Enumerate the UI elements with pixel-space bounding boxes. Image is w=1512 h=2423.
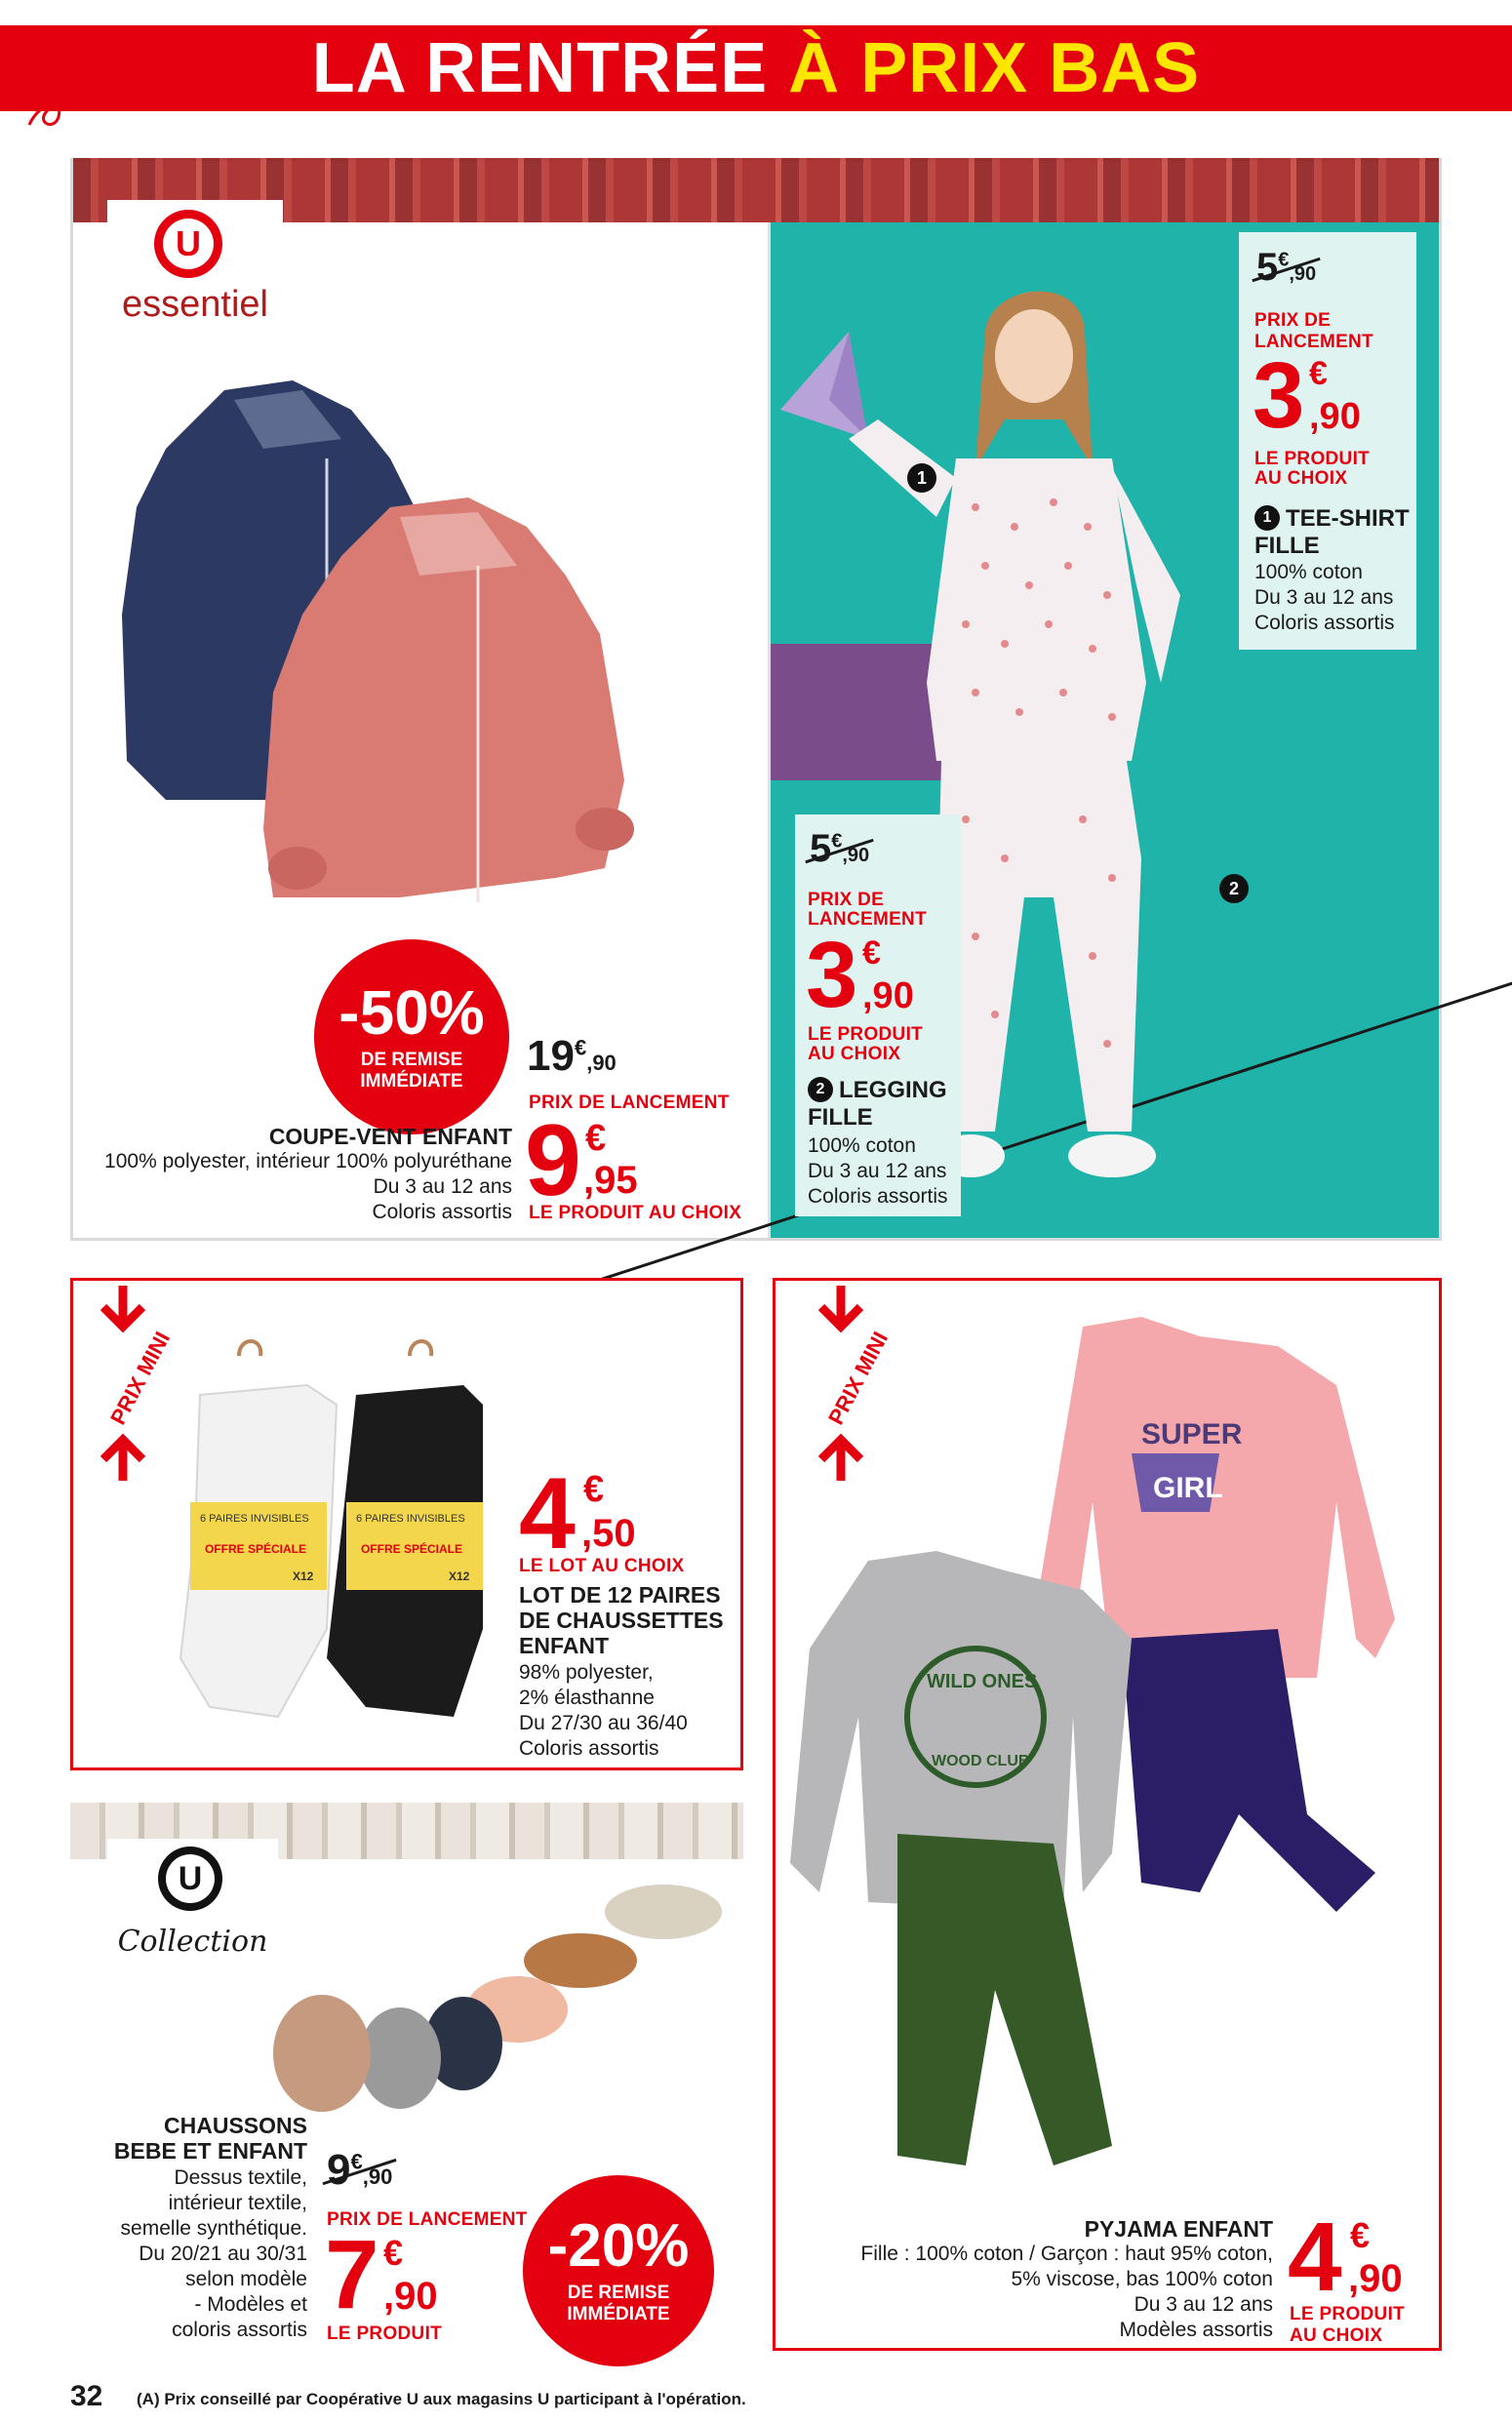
legging-desc1: 100% coton	[808, 1134, 916, 1157]
chaussons-name1: CHAUSSONS	[164, 2113, 307, 2138]
chaussettes-name1: LOT DE 12 PAIRES	[519, 1582, 721, 1608]
legging-number-badge: 2	[808, 1077, 833, 1102]
socks-image	[171, 1336, 502, 1736]
chaussons-choice-label: LE PRODUIT	[327, 2324, 443, 2344]
green-pyjama-pants	[897, 1834, 1112, 2165]
pyjama-price: 4 € ,90	[1288, 2203, 1403, 2312]
brand-name: essentiel	[122, 284, 268, 325]
page-title: LA RENTRÉE À PRIX BAS	[311, 29, 1201, 107]
chaussettes-choice-label: LE LOT AU CHOIX	[519, 1556, 685, 1576]
svg-text:X12: X12	[449, 1569, 470, 1583]
chaussons-desc2: intérieur textile,	[168, 2192, 307, 2214]
marker-2: 2	[1219, 874, 1249, 903]
svg-text:OFFRE SPÉCIALE: OFFRE SPÉCIALE	[205, 1542, 307, 1556]
pyjama-desc3: Du 3 au 12 ans	[1134, 2293, 1273, 2316]
tee-shirt-number-badge: 1	[1254, 505, 1280, 531]
pyjama-desc1: Fille : 100% coton / Garçon : haut 95% coton,	[860, 2243, 1273, 2265]
legging-name1: LEGGING	[839, 1077, 947, 1103]
pyjama-choice-label2: AU CHOIX	[1290, 2325, 1383, 2346]
chaussettes-desc2: 2% élasthanne	[519, 1687, 655, 1709]
footer-note: (A) Prix conseillé par Coopérative U aux magasins U participant à l'opération.	[137, 2390, 746, 2408]
coupe-vent-old-price: 19€,90	[527, 1032, 1512, 1081]
legging-desc3: Coloris assortis	[808, 1185, 948, 1208]
jackets-image	[107, 371, 712, 936]
svg-text:WOOD CLUB: WOOD CLUB	[932, 1753, 1030, 1769]
tee-shirt-launch-label2: LANCEMENT	[1254, 332, 1373, 352]
u-essentiel-logo	[107, 200, 283, 337]
discount-50-badge	[314, 939, 509, 1134]
chaussettes-name3: ENFANT	[519, 1633, 609, 1658]
svg-text:WILD ONES: WILD ONES	[927, 1671, 1038, 1692]
chaussons-desc5: selon modèle	[185, 2268, 307, 2290]
tee-shirt-name1: TEE-SHIRT	[1286, 505, 1410, 532]
chaussons-price: 7 € ,90	[325, 2220, 438, 2329]
pyjama-choice-label1: LE PRODUIT	[1290, 2304, 1406, 2324]
discount-line1: DE REMISE	[567, 2283, 670, 2303]
discount-line1: DE REMISE	[360, 1050, 463, 1070]
tee-shirt-name2: FILLE	[1254, 533, 1320, 559]
chaussettes-desc3: Du 27/30 au 36/40	[519, 1712, 688, 1734]
marker-1: 1	[907, 463, 936, 493]
legging-price: 3 € ,90	[806, 923, 914, 1027]
pyjama-name: PYJAMA ENFANT	[1084, 2216, 1273, 2242]
u-collection-logo	[107, 1839, 278, 1980]
pyjamas-image	[790, 1307, 1414, 2205]
discount-20-badge	[523, 2175, 714, 2366]
svg-text:SUPER: SUPER	[1141, 1418, 1243, 1450]
tee-shirt-price: 3 € ,90	[1253, 343, 1361, 448]
tee-shirt-launch-label1: PRIX DE	[1254, 310, 1332, 331]
legging-choice-label2: AU CHOIX	[808, 1044, 901, 1064]
chaussettes-desc1: 98% polyester,	[519, 1661, 654, 1684]
svg-text:GIRL: GIRL	[1153, 1472, 1223, 1504]
chaussons-launch-label: PRIX DE LANCEMENT	[327, 2209, 528, 2230]
discount-line2: IMMÉDIATE	[567, 2304, 670, 2324]
svg-text:X12: X12	[293, 1569, 314, 1583]
chaussons-old-price: 9€,90	[327, 2146, 392, 2195]
svg-text:6 PAIRES INVISIBLES: 6 PAIRES INVISIBLES	[200, 1513, 309, 1525]
navy-pyjama-pants	[1122, 1629, 1375, 1912]
chaussons-name2: BEBE ET ENFANT	[113, 2138, 307, 2164]
coupe-vent-desc1: 100% polyester, intérieur 100% polyuréthane	[104, 1150, 512, 1172]
slippers-image	[263, 1873, 722, 2126]
chaussons-desc7: coloris assortis	[172, 2319, 307, 2341]
coupe-vent-launch-label: PRIX DE LANCEMENT	[529, 1092, 730, 1113]
discount-value: -20%	[547, 2212, 690, 2280]
chaussettes-desc4: Coloris assortis	[519, 1737, 659, 1760]
pyjama-desc4: Modèles assortis	[1119, 2319, 1273, 2341]
chaussons-desc3: semelle synthétique.	[120, 2217, 307, 2240]
chaussettes-name2: DE CHAUSSETTES	[519, 1608, 724, 1633]
tee-shirt-desc1: 100% coton	[1254, 561, 1363, 583]
svg-text:6 PAIRES INVISIBLES: 6 PAIRES INVISIBLES	[356, 1513, 465, 1525]
coupe-vent-desc2: Du 3 au 12 ans	[373, 1175, 512, 1198]
chaussons-desc6: - Modèles et	[194, 2293, 307, 2316]
tee-shirt-choice-label1: LE PRODUIT	[1254, 449, 1371, 469]
coupe-vent-choice-label: LE PRODUIT AU CHOIX	[529, 1203, 742, 1223]
page-number: 32	[70, 2380, 103, 2412]
legging-desc2: Du 3 au 12 ans	[808, 1160, 947, 1182]
chaussettes-price: 4 € ,50	[519, 1457, 636, 1570]
legging-name2: FILLE	[808, 1104, 873, 1131]
coupe-vent-desc3: Coloris assortis	[372, 1201, 512, 1223]
tee-shirt-desc3: Coloris assortis	[1254, 612, 1395, 634]
u-logo-icon: U	[154, 210, 222, 278]
u-logo-icon: U	[158, 1847, 222, 1911]
legging-old-price: 5€,90	[810, 827, 869, 871]
tee-shirt-choice-label2: AU CHOIX	[1254, 468, 1348, 489]
coupe-vent-name: COUPE-VENT ENFANT	[268, 1124, 512, 1149]
chaussons-desc4: Du 20/21 au 30/31	[139, 2243, 307, 2265]
coupe-vent-price: 9 € ,95	[525, 1104, 638, 1217]
chaussons-desc1: Dessus textile,	[174, 2166, 307, 2189]
legging-launch-label1: PRIX DE	[808, 890, 885, 910]
legging-choice-label1: LE PRODUIT	[808, 1024, 924, 1045]
discount-line2: IMMÉDIATE	[360, 1071, 463, 1092]
paper-plane-icon	[20, 29, 185, 127]
chaussettes-prix-mini-badge: PRIX MINI	[105, 1328, 175, 1429]
discount-value: -50%	[338, 977, 485, 1048]
svg-text:OFFRE SPÉCIALE: OFFRE SPÉCIALE	[361, 1542, 463, 1556]
legging-launch-label2: LANCEMENT	[808, 909, 927, 930]
pyjama-prix-mini-badge: PRIX MINI	[823, 1328, 893, 1429]
brand-name: Collection	[117, 1925, 268, 1959]
tee-shirt-desc2: Du 3 au 12 ans	[1254, 586, 1394, 609]
tee-shirt-old-price: 5€,90	[1256, 246, 1316, 290]
pyjama-desc2: 5% viscose, bas 100% coton	[1011, 2268, 1273, 2290]
